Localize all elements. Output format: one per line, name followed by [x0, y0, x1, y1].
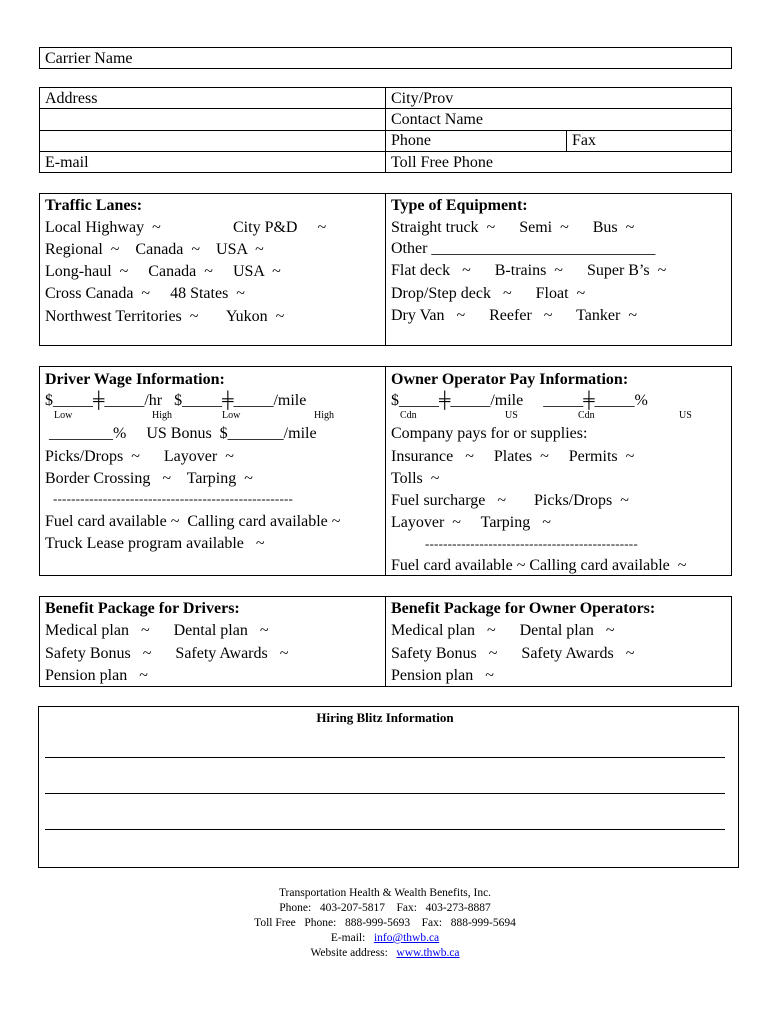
owner-pay-cdn-2: Cdn: [578, 410, 595, 421]
driver-wage-bonus: ________% US Bonus $_______/mile: [45, 425, 317, 442]
owner-pay-us-1: US: [505, 410, 518, 421]
benefits-drivers-line-1: Medical plan ~ Dental plan ~: [45, 622, 269, 639]
owner-pay-divider: -----------------------------------------------: [425, 536, 638, 551]
contact-row-line-2: [39, 130, 732, 131]
footer-website-label: Website address:: [310, 947, 397, 959]
owner-pay-insurance: Insurance ~ Plates ~ Permits ~: [391, 448, 635, 465]
address-label: Address: [45, 90, 98, 107]
traffic-city-pd: City P&D ~: [233, 219, 327, 236]
hiring-blitz-line-1[interactable]: [45, 757, 725, 758]
owner-pay-company-pays: Company pays for or supplies:: [391, 425, 588, 442]
pay-info-divider: [385, 366, 386, 576]
owner-pay-tolls: Tolls ~: [391, 470, 440, 487]
driver-wage-border: Border Crossing ~ Tarping ~: [45, 470, 253, 487]
driver-wage-rates: $_____╪_____/hr $_____╪_____/mile: [45, 392, 307, 409]
traffic-lanes-title: Traffic Lanes:: [45, 197, 143, 214]
traffic-line-city-pd: [233, 217, 326, 239]
hiring-blitz-title: Hiring Blitz Information: [316, 710, 454, 725]
driver-wage-low-2: Low: [222, 410, 241, 421]
contact-row-line-1: [39, 108, 732, 109]
city-prov-label: City/Prov: [391, 90, 454, 107]
traffic-line-regional: Regional ~ Canada ~ USA ~: [45, 241, 264, 258]
owner-pay-us-2: US: [679, 410, 692, 421]
benefits-divider: [385, 596, 386, 687]
toll-free-phone-label: Toll Free Phone: [391, 154, 493, 171]
footer-email-label: E-mail:: [330, 932, 374, 944]
email-label: E-mail: [45, 154, 89, 171]
hiring-blitz-line-2[interactable]: [45, 793, 725, 794]
driver-wage-divider: -----------------------------------------------------: [53, 491, 294, 506]
equipment-line-other: Other ____________________________: [391, 240, 656, 257]
benefits-owners-line-3: Pension plan ~: [391, 667, 494, 684]
driver-wage-title: Driver Wage Information:: [45, 371, 225, 388]
driver-wage-picks-drops: Picks/Drops ~ Layover ~: [45, 448, 234, 465]
owner-pay-cdn-1: Cdn: [400, 410, 417, 421]
driver-wage-low-1: Low: [54, 410, 73, 421]
contact-name-label: Contact Name: [391, 111, 483, 128]
traffic-local-highway: Local Highway ~: [45, 219, 161, 236]
traffic-line-local-highway: [45, 217, 161, 239]
fax-divider-vertical: [566, 130, 567, 151]
carrier-name-box: [39, 47, 732, 69]
footer-website-link[interactable]: www.thwb.ca: [396, 947, 460, 959]
owner-pay-rates: $_____╪_____/mile _____╪_____%: [391, 392, 648, 409]
hiring-blitz-line-3[interactable]: [45, 829, 725, 830]
equipment-line-drop-step: Drop/Step deck ~ Float ~: [391, 285, 586, 302]
carrier-name-label: Carrier Name: [45, 50, 133, 67]
driver-wage-high-1: High: [152, 410, 172, 421]
benefits-drivers-line-2: Safety Bonus ~ Safety Awards ~: [45, 645, 289, 662]
owner-pay-fuel-card: Fuel card available ~ Calling card available ~: [391, 557, 687, 574]
benefits-owners-title: Benefit Package for Owner Operators:: [391, 600, 656, 617]
footer-company: Transportation Health & Wealth Benefits, Inc.: [278, 887, 492, 899]
footer-website-line: [0, 946, 770, 961]
equipment-title: Type of Equipment:: [391, 197, 528, 214]
owner-pay-fuel-surcharge: Fuel surcharge ~ Picks/Drops ~: [391, 492, 629, 509]
driver-wage-fuel-card: Fuel card available ~ Calling card available ~: [45, 513, 341, 530]
benefits-owners-line-2: Safety Bonus ~ Safety Awards ~: [391, 645, 635, 662]
traffic-line-cross-canada: Cross Canada ~ 48 States ~: [45, 285, 245, 302]
footer-phone: Phone: 403-207-5817 Fax: 403-273-8887: [279, 902, 491, 914]
footer-email-link[interactable]: info@thwb.ca: [373, 932, 440, 944]
benefits-owners-line-1: Medical plan ~ Dental plan ~: [391, 622, 615, 639]
contact-row-line-3: [39, 151, 732, 152]
equipment-line-flat-deck: Flat deck ~ B-trains ~ Super B’s ~: [391, 262, 667, 279]
hiring-blitz-box: [38, 706, 739, 868]
traffic-line-northwest: Northwest Territories ~ Yukon ~: [45, 308, 285, 325]
traffic-line-long-haul: Long-haul ~ Canada ~ USA ~: [45, 263, 281, 280]
equipment-line-dry-van: Dry Van ~ Reefer ~ Tanker ~: [391, 307, 637, 324]
driver-wage-high-2: High: [314, 410, 334, 421]
equipment-line-straight: Straight truck ~ Semi ~ Bus ~: [391, 219, 635, 236]
footer-email-line: [0, 931, 770, 946]
fax-label: Fax: [572, 132, 596, 149]
driver-wage-truck-lease: Truck Lease program available ~: [45, 535, 265, 552]
owner-pay-title: Owner Operator Pay Information:: [391, 371, 629, 388]
footer-toll-free: Toll Free Phone: 888-999-5693 Fax: 888-999-5694: [254, 917, 516, 929]
traffic-equipment-divider: [385, 193, 386, 346]
benefits-drivers-title: Benefit Package for Drivers:: [45, 600, 240, 617]
benefits-drivers-line-3: Pension plan ~: [45, 667, 148, 684]
owner-pay-layover: Layover ~ Tarping ~: [391, 514, 551, 531]
phone-label: Phone: [391, 132, 431, 149]
